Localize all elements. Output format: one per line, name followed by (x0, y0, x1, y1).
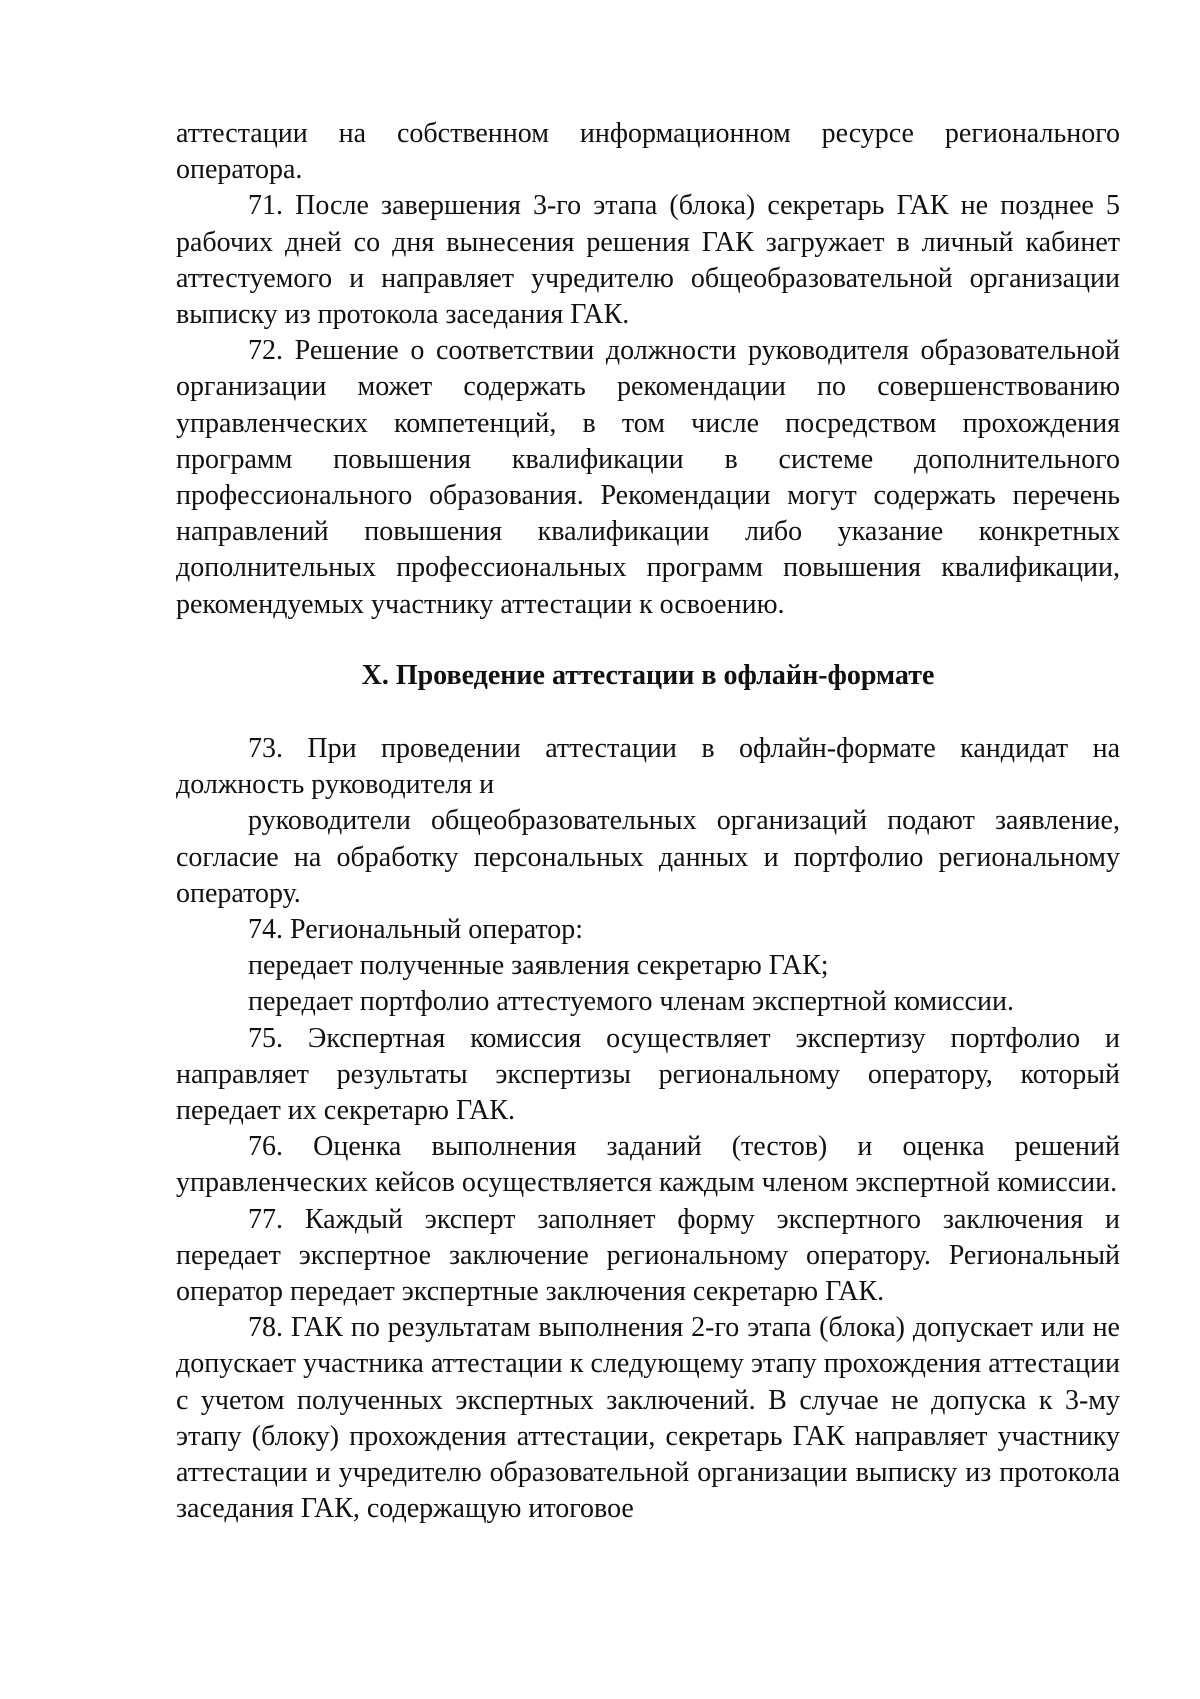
paragraph-72: 72. Решение о соответствии должности руководителя образовательной организации может содержать рекомендации по совершенствованию управленческих компетенций, в том числе посредством прохождения программ повышения квалификации в системе дополнительного профессионального образования. Рекомендации могут содержать перечень направлений повышения квалификации либо указание конкретных дополнительных профессиональных программ повышения квалификации, рекомендуемых участнику аттестации к освоению. (176, 335, 1120, 620)
paragraph-73-line-1: 73. При проведении аттестации в офлайн-формате кандидат на должность руководителя и (176, 733, 1120, 801)
paragraph-77: 77. Каждый эксперт заполняет форму экспертного заключения и передает экспертное заключение региональному оператору. Региональный оператор передает экспертные заключения секретарю ГАК. (176, 1203, 1120, 1308)
text-block-top (176, 116, 1120, 623)
paragraph-78: 78. ГАК по результатам выполнения 2-го этапа (блока) допускает или не допускает участника аттестации к следующему этапу прохождения аттестации с учетом полученных экспертных заключений. В случае не допуска к 3-му этапу (блоку) прохождения аттестации, секретарь ГАК направляет участнику аттестации и учредителю образовательной организации выписку из протокола заседания ГАК, содержащую итоговое (176, 1312, 1120, 1525)
paragraph-74-item-1: передает полученные заявления секретарю ГАК; (248, 950, 829, 982)
paragraph-74-item-2: передает портфолио аттестуемого членам экспертной комиссии. (248, 986, 1014, 1018)
paragraph-73-line-2: руководители общеобразовательных организаций подают заявление, согласие на обработку персональных данных и портфолио региональному оператору. (176, 805, 1120, 909)
paragraph-71: 71. После завершения 3-го этапа (блока) секретарь ГАК не позднее 5 рабочих дней со дня вынесения решения ГАК загружает в личный кабинет аттестуемого и направляет учредителю общеобразовательной организации выписку из протокола заседания ГАК. (176, 190, 1120, 331)
paragraph-75: 75. Экспертная комиссия осуществляет экспертизу портфолио и направляет результаты экспертизы региональному оператору, который передает их секретарю ГАК. (176, 1022, 1120, 1127)
text-block-bottom (176, 731, 1120, 1527)
paragraph-76: 76. Оценка выполнения заданий (тестов) и оценка решений управленческих кейсов осуществляется каждым членом экспертной комиссии. (176, 1131, 1120, 1199)
paragraph-70-continuation: аттестации на собственном информационном ресурсе регионального оператора. (176, 118, 1120, 186)
section-heading: X. Проведение аттестации в офлайн-формате (361, 660, 935, 691)
paragraph-74: 74. Региональный оператор: (248, 914, 584, 946)
